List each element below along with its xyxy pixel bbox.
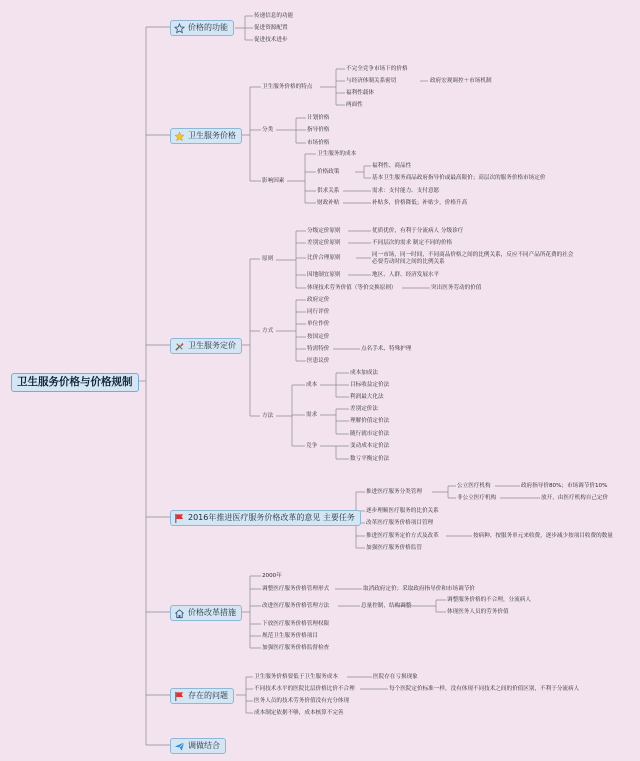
branch-functions[interactable] — [170, 20, 234, 36]
feature-item[interactable]: 两面性 — [346, 102, 363, 108]
method-item[interactable]: 医患议价 — [307, 358, 330, 364]
classification-item[interactable]: 计划价格 — [307, 115, 330, 121]
principles-node[interactable]: 原则 — [262, 256, 274, 262]
classification-item[interactable]: 市场价格 — [307, 140, 330, 146]
tools-icon — [174, 341, 185, 352]
reform-item[interactable]: 改革医疗服务价格项目管理 — [366, 520, 434, 526]
approach-demand[interactable]: 需求 — [306, 412, 318, 418]
branch-reform-2016-label: 2016年推进医疗服务价格改革的意见 主要任务 — [188, 513, 355, 522]
branch-adjust-label: 调做结合 — [188, 741, 220, 750]
problem-note[interactable]: 医院存在亏损现象 — [373, 674, 418, 680]
measure-item[interactable]: 调整医疗服务价格管理形式 — [262, 586, 330, 592]
reform-item[interactable]: 逐步理顺医疗服务的比价关系 — [366, 508, 439, 514]
red-flag-icon — [174, 513, 185, 524]
function-item[interactable]: 传递信息的功能 — [254, 13, 294, 19]
measure-method-sub[interactable]: 体现医务人员的劳务价值 — [447, 609, 509, 615]
problem-item[interactable]: 医务人员的技术劳务价值没有充分体现 — [254, 698, 350, 704]
principle-note[interactable]: 地区、人群、经济发展水平 — [372, 272, 440, 278]
feature-item[interactable]: 福利性载体 — [346, 90, 374, 96]
principle-note[interactable]: 优质优价，有利于分流病人 分级诊疗 — [372, 228, 464, 234]
approach-cost[interactable]: 成本 — [306, 382, 318, 388]
reform-item[interactable]: 加强医疗服务价格监管 — [366, 545, 422, 551]
factor-policy[interactable]: 价格政策 — [317, 169, 340, 175]
principle-item[interactable]: 分级定价原则 — [307, 228, 341, 234]
reform-private-note[interactable]: 放开，由医疗机构自己定价 — [541, 495, 609, 501]
classification-node[interactable]: 分类 — [262, 127, 274, 133]
measure-item[interactable]: 下放医疗服务价格管理权限 — [262, 621, 330, 627]
principle-item[interactable]: 体现技术劳务价值（等价交换原则） — [307, 285, 397, 291]
branch-pricing[interactable] — [170, 338, 242, 354]
feature-note[interactable]: 政府宏观调控＋市场机制 — [430, 78, 492, 84]
problem-item[interactable]: 不同技术水平的医院比层价格比价不合理 — [254, 686, 355, 692]
features-node[interactable]: 卫生服务价格的特点 — [262, 84, 313, 90]
reform-public-note[interactable]: 政府指导价80%；市场调节价10% — [521, 483, 608, 489]
reform-public[interactable]: 公立医疗机构 — [457, 483, 491, 489]
classification-item[interactable]: 指导价格 — [307, 127, 330, 133]
approaches-node[interactable]: 方法 — [262, 413, 274, 419]
root-topic[interactable]: 卫生服务价格与价格规制 — [11, 373, 139, 392]
approach-item[interactable]: 差别定价法 — [350, 406, 378, 412]
principle-item[interactable]: 因地制宜原则 — [307, 272, 341, 278]
measure-form-note[interactable]: 取消政府定价；采取政府指导价和市场调节价 — [363, 586, 475, 592]
factor-policy-note[interactable]: 基本卫生服务商品政府指导价或最高限价；高层次的服务价格市场定价 — [372, 175, 546, 181]
principle-note[interactable]: 突出医务劳动的价值 — [431, 285, 482, 291]
house-icon — [174, 608, 185, 619]
factor-subsidy[interactable]: 财政补贴 — [317, 200, 340, 206]
branch-health-price-label: 卫生服务价格 — [188, 131, 236, 140]
method-item[interactable]: 政府定价 — [307, 297, 330, 303]
measure-item[interactable]: 改进医疗服务价格管理方法 — [262, 603, 330, 609]
method-item[interactable]: 单位作价 — [307, 321, 330, 327]
feature-item[interactable]: 不完全竞争市场下的价格 — [346, 66, 408, 72]
measure-method-note[interactable]: 总量控制，结构调整 — [361, 603, 412, 609]
approach-item[interactable]: 成本加成法 — [350, 370, 378, 376]
method-item[interactable]: 特需特价 — [307, 346, 330, 352]
methods-node[interactable]: 方式 — [262, 328, 274, 334]
branch-pricing-label: 卫生服务定价 — [188, 341, 236, 350]
factor-supply-demand[interactable]: 供求关系 — [317, 188, 340, 194]
principle-note[interactable]: 不同层次的需求 制定不同的价格 — [372, 240, 453, 246]
approach-item[interactable]: 变动成本定价法 — [350, 443, 390, 449]
factor-subsidy-note[interactable]: 补贴多，价格降低；补贴少，价格升高 — [372, 200, 468, 206]
send-icon — [174, 741, 185, 752]
branch-reform-2016[interactable] — [170, 510, 361, 526]
reform-pricing-note[interactable]: 按病种、按服务单元来收费，逐步减少按项目收费的数量 — [473, 533, 613, 539]
measure-item[interactable]: 规范卫生服务价格项目 — [262, 633, 318, 639]
approach-item[interactable]: 利润最大化法 — [350, 394, 384, 400]
reform-item[interactable]: 推进医疗服务定价方式及改革 — [366, 533, 439, 539]
branch-health-price[interactable] — [170, 128, 242, 144]
principle-note[interactable]: 同一市场，同一时间，不同商品价格之间的比例关系，反应不同产品所花费的社会必要劳动时间之间的比例关系 — [372, 252, 574, 265]
factor-supply-demand-note[interactable]: 需求：支付能力、支付意愿 — [372, 188, 440, 194]
branch-adjust[interactable] — [170, 738, 226, 754]
factor-policy-note[interactable]: 福利性、商品性 — [372, 163, 412, 169]
function-item[interactable]: 促进技术进步 — [254, 37, 288, 43]
feature-item[interactable]: 与经济体制关系密切 — [346, 78, 397, 84]
red-flag-icon — [174, 691, 185, 702]
reform-private[interactable]: 非公立医疗机构 — [457, 495, 497, 501]
approach-competition[interactable]: 竞争 — [306, 443, 318, 449]
problem-item[interactable]: 成本制定依据不够，成本核算不完善 — [254, 710, 344, 716]
star-outline-icon — [174, 23, 185, 34]
problem-item[interactable]: 卫生服务价格要低于卫生服务成本 — [254, 674, 338, 680]
principle-item[interactable]: 差别定价原则 — [307, 240, 341, 246]
principle-item[interactable]: 比价合理原则 — [307, 255, 341, 261]
approach-item[interactable]: 理解价值定价法 — [350, 418, 390, 424]
branch-problems-label: 存在的问题 — [188, 691, 228, 700]
measures-year[interactable]: 2000年 — [262, 573, 282, 579]
reform-item[interactable]: 推进医疗服务分类管理 — [366, 489, 422, 495]
factors-node[interactable]: 影响因素 — [262, 178, 285, 184]
star-icon — [174, 131, 185, 142]
branch-functions-label: 价格的功能 — [188, 23, 228, 32]
method-item[interactable]: 同行评价 — [307, 309, 330, 315]
problem-note[interactable]: 每个医院定价标准一样，没有体现不同技术之间的价值区别，不利于分流病人 — [389, 686, 580, 692]
measure-method-sub[interactable]: 调整服务价格的不合理，分流病人 — [447, 597, 531, 603]
method-item[interactable]: 按国定价 — [307, 334, 330, 340]
branch-problems[interactable] — [170, 688, 234, 704]
factor-cost[interactable]: 卫生服务的成本 — [317, 151, 357, 157]
approach-item[interactable]: 随行就市定价法 — [350, 431, 390, 437]
branch-measures[interactable] — [170, 605, 242, 621]
approach-item[interactable]: 数亏平衡定价法 — [350, 456, 390, 462]
method-note[interactable]: 点名手术、特殊护理 — [361, 346, 412, 352]
measure-item[interactable]: 加强医疗服务价格监督检查 — [262, 645, 330, 651]
function-item[interactable]: 促进资源配置 — [254, 25, 288, 31]
approach-item[interactable]: 目标收益定价法 — [350, 382, 390, 388]
branch-measures-label: 价格改革措施 — [188, 608, 236, 617]
